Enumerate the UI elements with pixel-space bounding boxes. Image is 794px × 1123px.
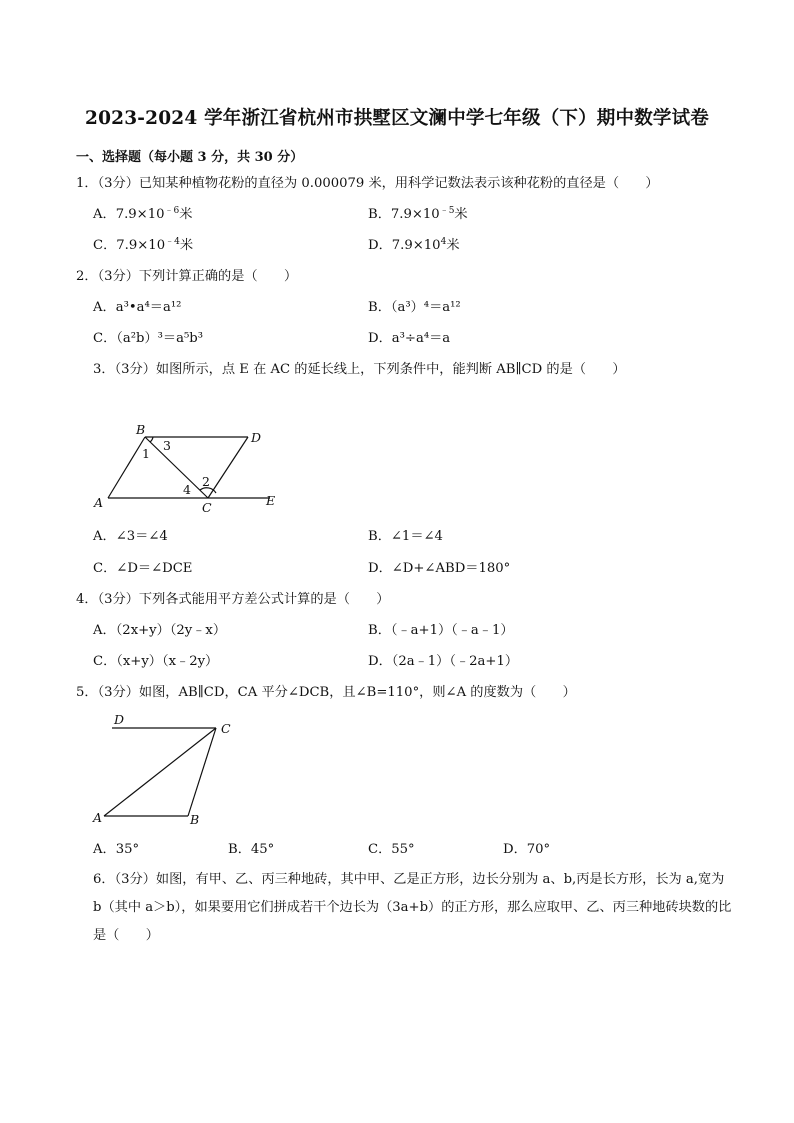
question-6-stem: 6．（3分）如图，有甲、乙、丙三种地砖，其中甲、乙是正方形，边长分别为 a、b,丙是长方形，长为 a,宽为 b（其中 a＞b），如果要用它们拼成若干个边长为（3a+b）的正方形，那么应取甲、乙、丙三种地砖块数的比是（ ） xyxy=(93,872,732,943)
question-3-option-a: A．∠3＝∠4 xyxy=(93,529,168,544)
q3-angle-3: 3 xyxy=(163,438,171,453)
q3-angle-4: 4 xyxy=(183,482,191,497)
question-2-option-d: D．a³÷a⁴＝a xyxy=(368,331,451,346)
question-4-stem: 4．（3分）下列各式能用平方差公式计算的是（ ） xyxy=(76,592,390,607)
question-1-option-a: A．$7.9\times 10^{﹣6}$米 xyxy=(93,206,193,222)
section-heading: 一、选择题（每小题 3 分，共 30 分） xyxy=(76,150,304,165)
question-5-option-d: D．70° xyxy=(503,842,551,857)
question-2-stem: 2．（3分）下列计算正确的是（ ） xyxy=(76,269,298,284)
q3-label-b: B xyxy=(136,422,146,437)
question-1-option-b: B．$7.9\times 10^{﹣5}$米 xyxy=(368,206,468,222)
question-4-option-c: C．（x+y）（x﹣2y） xyxy=(93,654,219,669)
q3-label-d: D xyxy=(251,430,262,445)
question-3-option-d: D．∠D+∠ABD＝180° xyxy=(368,561,511,576)
q5-label-b: B xyxy=(190,812,200,827)
page-title: 2023-2024 学年浙江省杭州市拱墅区文澜中学七年级（下）期中数学试卷 xyxy=(85,108,709,129)
question-1-option-d: D．$7.9\times 10^4$米 xyxy=(368,237,460,253)
question-5-option-c: C．55° xyxy=(368,842,415,857)
q3-angle-1: 1 xyxy=(142,446,150,461)
question-3-option-c: C．∠D＝∠DCE xyxy=(93,561,193,576)
question-3-figure xyxy=(90,420,290,520)
q3-label-e: E xyxy=(266,493,276,508)
question-4-option-d: D．（2a﹣1）（﹣2a+1） xyxy=(368,654,519,669)
question-5-option-b: B．45° xyxy=(228,842,275,857)
q3-angle-2: 2 xyxy=(202,474,210,489)
question-5-option-a: A．35° xyxy=(93,842,140,857)
q5-label-c: C xyxy=(221,721,231,736)
question-4-option-b: B．（﹣a+1）（﹣a﹣1） xyxy=(368,623,514,638)
question-4-option-a: A．（2x+y）（2y﹣x） xyxy=(93,623,227,638)
q5-label-a: A xyxy=(93,810,103,825)
question-2-option-a: A．a³•a⁴＝a¹² xyxy=(93,300,182,315)
question-5-stem: 5．（3分）如图，AB∥CD，CA 平分∠DCB，且∠B=110°，则∠A 的度数为（ ） xyxy=(76,685,576,700)
question-2-option-c: C．（a²b）³＝a⁵b³ xyxy=(93,331,203,346)
question-2-option-b: B．（a³）⁴＝a¹² xyxy=(368,300,461,315)
question-3-option-b: B．∠1＝∠4 xyxy=(368,529,443,544)
q3-label-c: C xyxy=(202,500,212,515)
question-1-stem: 1．（3分）已知某种植物花粉的直径为 0.000079 米，用科学记数法表示该种花粉的直径是（ ） xyxy=(76,176,659,191)
question-3-stem: 3．（3分）如图所示，点 E 在 AC 的延长线上，下列条件中，能判断 AB∥CD 的是（ ） xyxy=(93,362,626,377)
question-1-option-c: C．$7.9\times 10^{﹣4}$米 xyxy=(93,237,194,253)
q3-label-a: A xyxy=(94,495,104,510)
question-5-figure xyxy=(88,710,248,830)
q5-label-d: D xyxy=(114,712,125,727)
